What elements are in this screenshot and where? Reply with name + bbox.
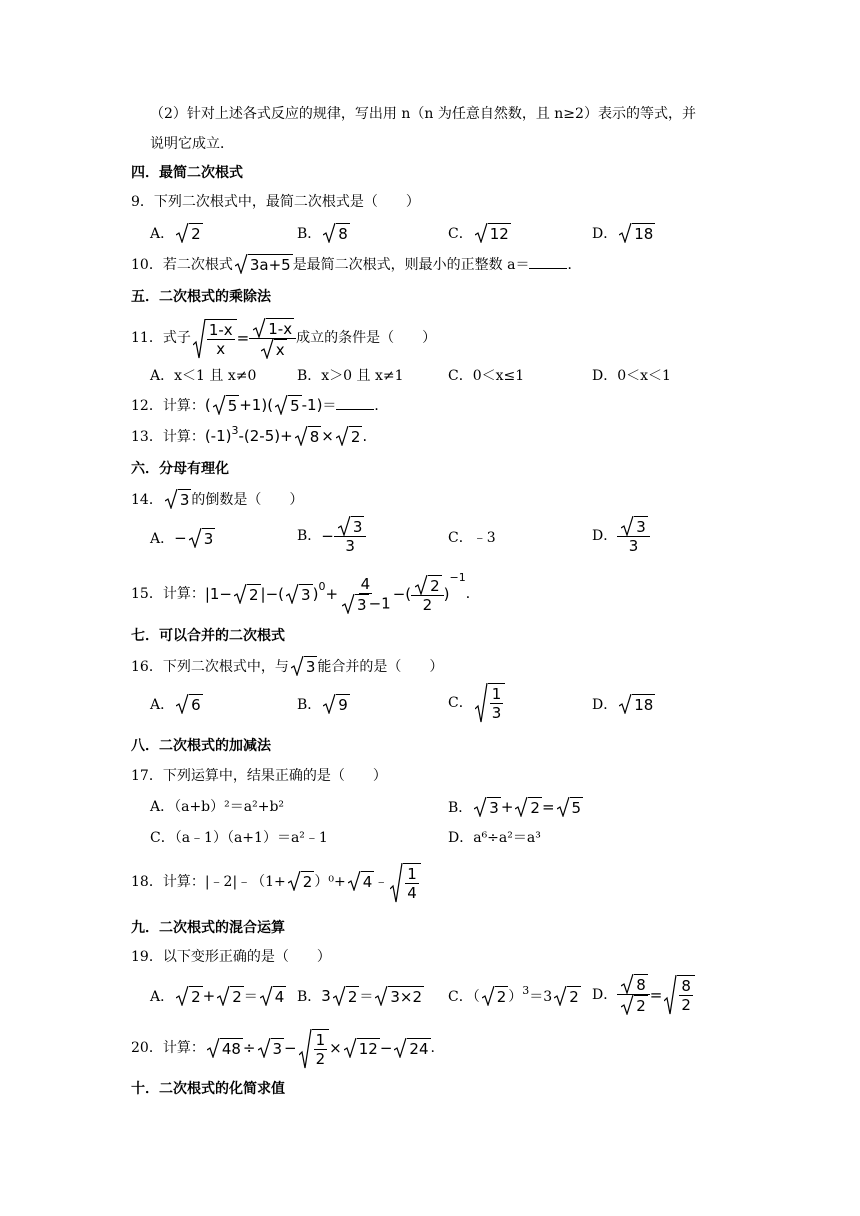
question-10: 10．若二次根式 3a+5 是最简二次根式，则最小的正整数 a＝ ． — [131, 256, 582, 274]
question-19-stem: 19．以下变形正确的是（ ） — [131, 949, 331, 965]
option-b: B． 3 + 2 = 5 — [448, 798, 582, 817]
option-b: B．x＞0 且 x≠1 — [297, 368, 404, 384]
question-16-stem: 16．下列二次根式中，与 3 能合并的是（ ） — [131, 658, 444, 676]
question-20: 20．计算： 48 ÷ 3 − $\frac{1}{2}$ × 12 − 24 . — [131, 1030, 435, 1068]
option-b: B． − $\frac{3}{3}$ — [297, 516, 366, 555]
option-d: D． $\frac{8}{2}$ = $\frac{8}{2}$ — [592, 974, 695, 1015]
option-c: C．（a﹣1）（a+1）＝a²﹣1 — [150, 830, 328, 846]
option-d: D． $\frac{3}{3}$ — [592, 516, 650, 555]
option-b: B．3 2 ＝ 3×2 — [297, 987, 423, 1006]
option-c: C．（ 2 ）$^3$＝3 2 — [448, 984, 579, 1006]
option-c: C． $\frac{1}{3}$ — [448, 683, 505, 722]
answer-blank — [529, 254, 567, 269]
question-18: 18．计算：|﹣2|﹣（1+ 2 ）⁰+ 4 ﹣ $\frac{1}{4}$ — [131, 860, 421, 904]
option-d: D． 18 — [592, 225, 654, 243]
question-13: 13．计算：$(-1)^3-(2-5)+$ 8 × 2 . — [131, 424, 368, 446]
question-15: 15．计算： |1− 2 |−( 3 ) 0 + $\frac{4}{3 -1}$ −( $\frac{2}{2}$ ) −1 ． — [131, 571, 480, 614]
option-d: D．a⁶÷a²＝a³ — [448, 830, 541, 846]
option-a: A．− 3 — [150, 529, 214, 548]
option-a: A．（a+b）²＝a²+b² — [150, 799, 285, 815]
question-9-stem: 9．下列二次根式中，最简二次根式是（ ） — [131, 194, 420, 210]
option-a: A．x＜1 且 x≠0 — [150, 368, 257, 384]
question-11-stem: 11．式子 $\frac{1-x}{x}$ = $\frac{1-x}{x}$ 成立的条件是（ ） — [131, 319, 437, 359]
option-a: A． 2 + 2 ＝ 4 — [150, 987, 285, 1006]
option-d: D．0＜x＜1 — [592, 368, 671, 384]
section-title-4: 四．最简二次根式 — [131, 165, 243, 181]
section-title-9: 九．二次根式的混合运算 — [131, 920, 285, 936]
section-title-8: 八．二次根式的加减法 — [131, 738, 271, 754]
section-title-10: 十．二次根式的化简求值 — [131, 1081, 285, 1097]
option-a: A． 6 — [150, 696, 201, 714]
question-12: 12．计算：( 5 +1)( 5 -1)＝ ． — [131, 396, 389, 415]
option-c: C． 12 — [448, 225, 509, 243]
section-title-5: 五．二次根式的乘除法 — [131, 289, 271, 305]
option-c: C．0＜x≤1 — [448, 368, 525, 384]
question-14-stem: 14． 3 的倒数是（ ） — [131, 491, 304, 509]
option-a: A． 2 — [150, 225, 201, 243]
answer-blank — [336, 395, 374, 410]
question-17-stem: 17．下列运算中，结果正确的是（ ） — [131, 768, 387, 784]
option-b: B． 8 — [297, 225, 348, 243]
section-title-7: 七．可以合并的二次根式 — [131, 628, 285, 644]
option-b: B． 9 — [297, 696, 348, 714]
option-d: D． 18 — [592, 696, 654, 714]
intro-line-2: 说明它成立． — [150, 136, 234, 152]
intro-line-1: （2）针对上述各式反应的规律，写出用 n（n 为任意自然数，且 n≥2）表示的等式，并 — [150, 106, 696, 122]
section-title-6: 六．分母有理化 — [131, 461, 229, 477]
option-c: C．﹣3 — [448, 530, 496, 546]
